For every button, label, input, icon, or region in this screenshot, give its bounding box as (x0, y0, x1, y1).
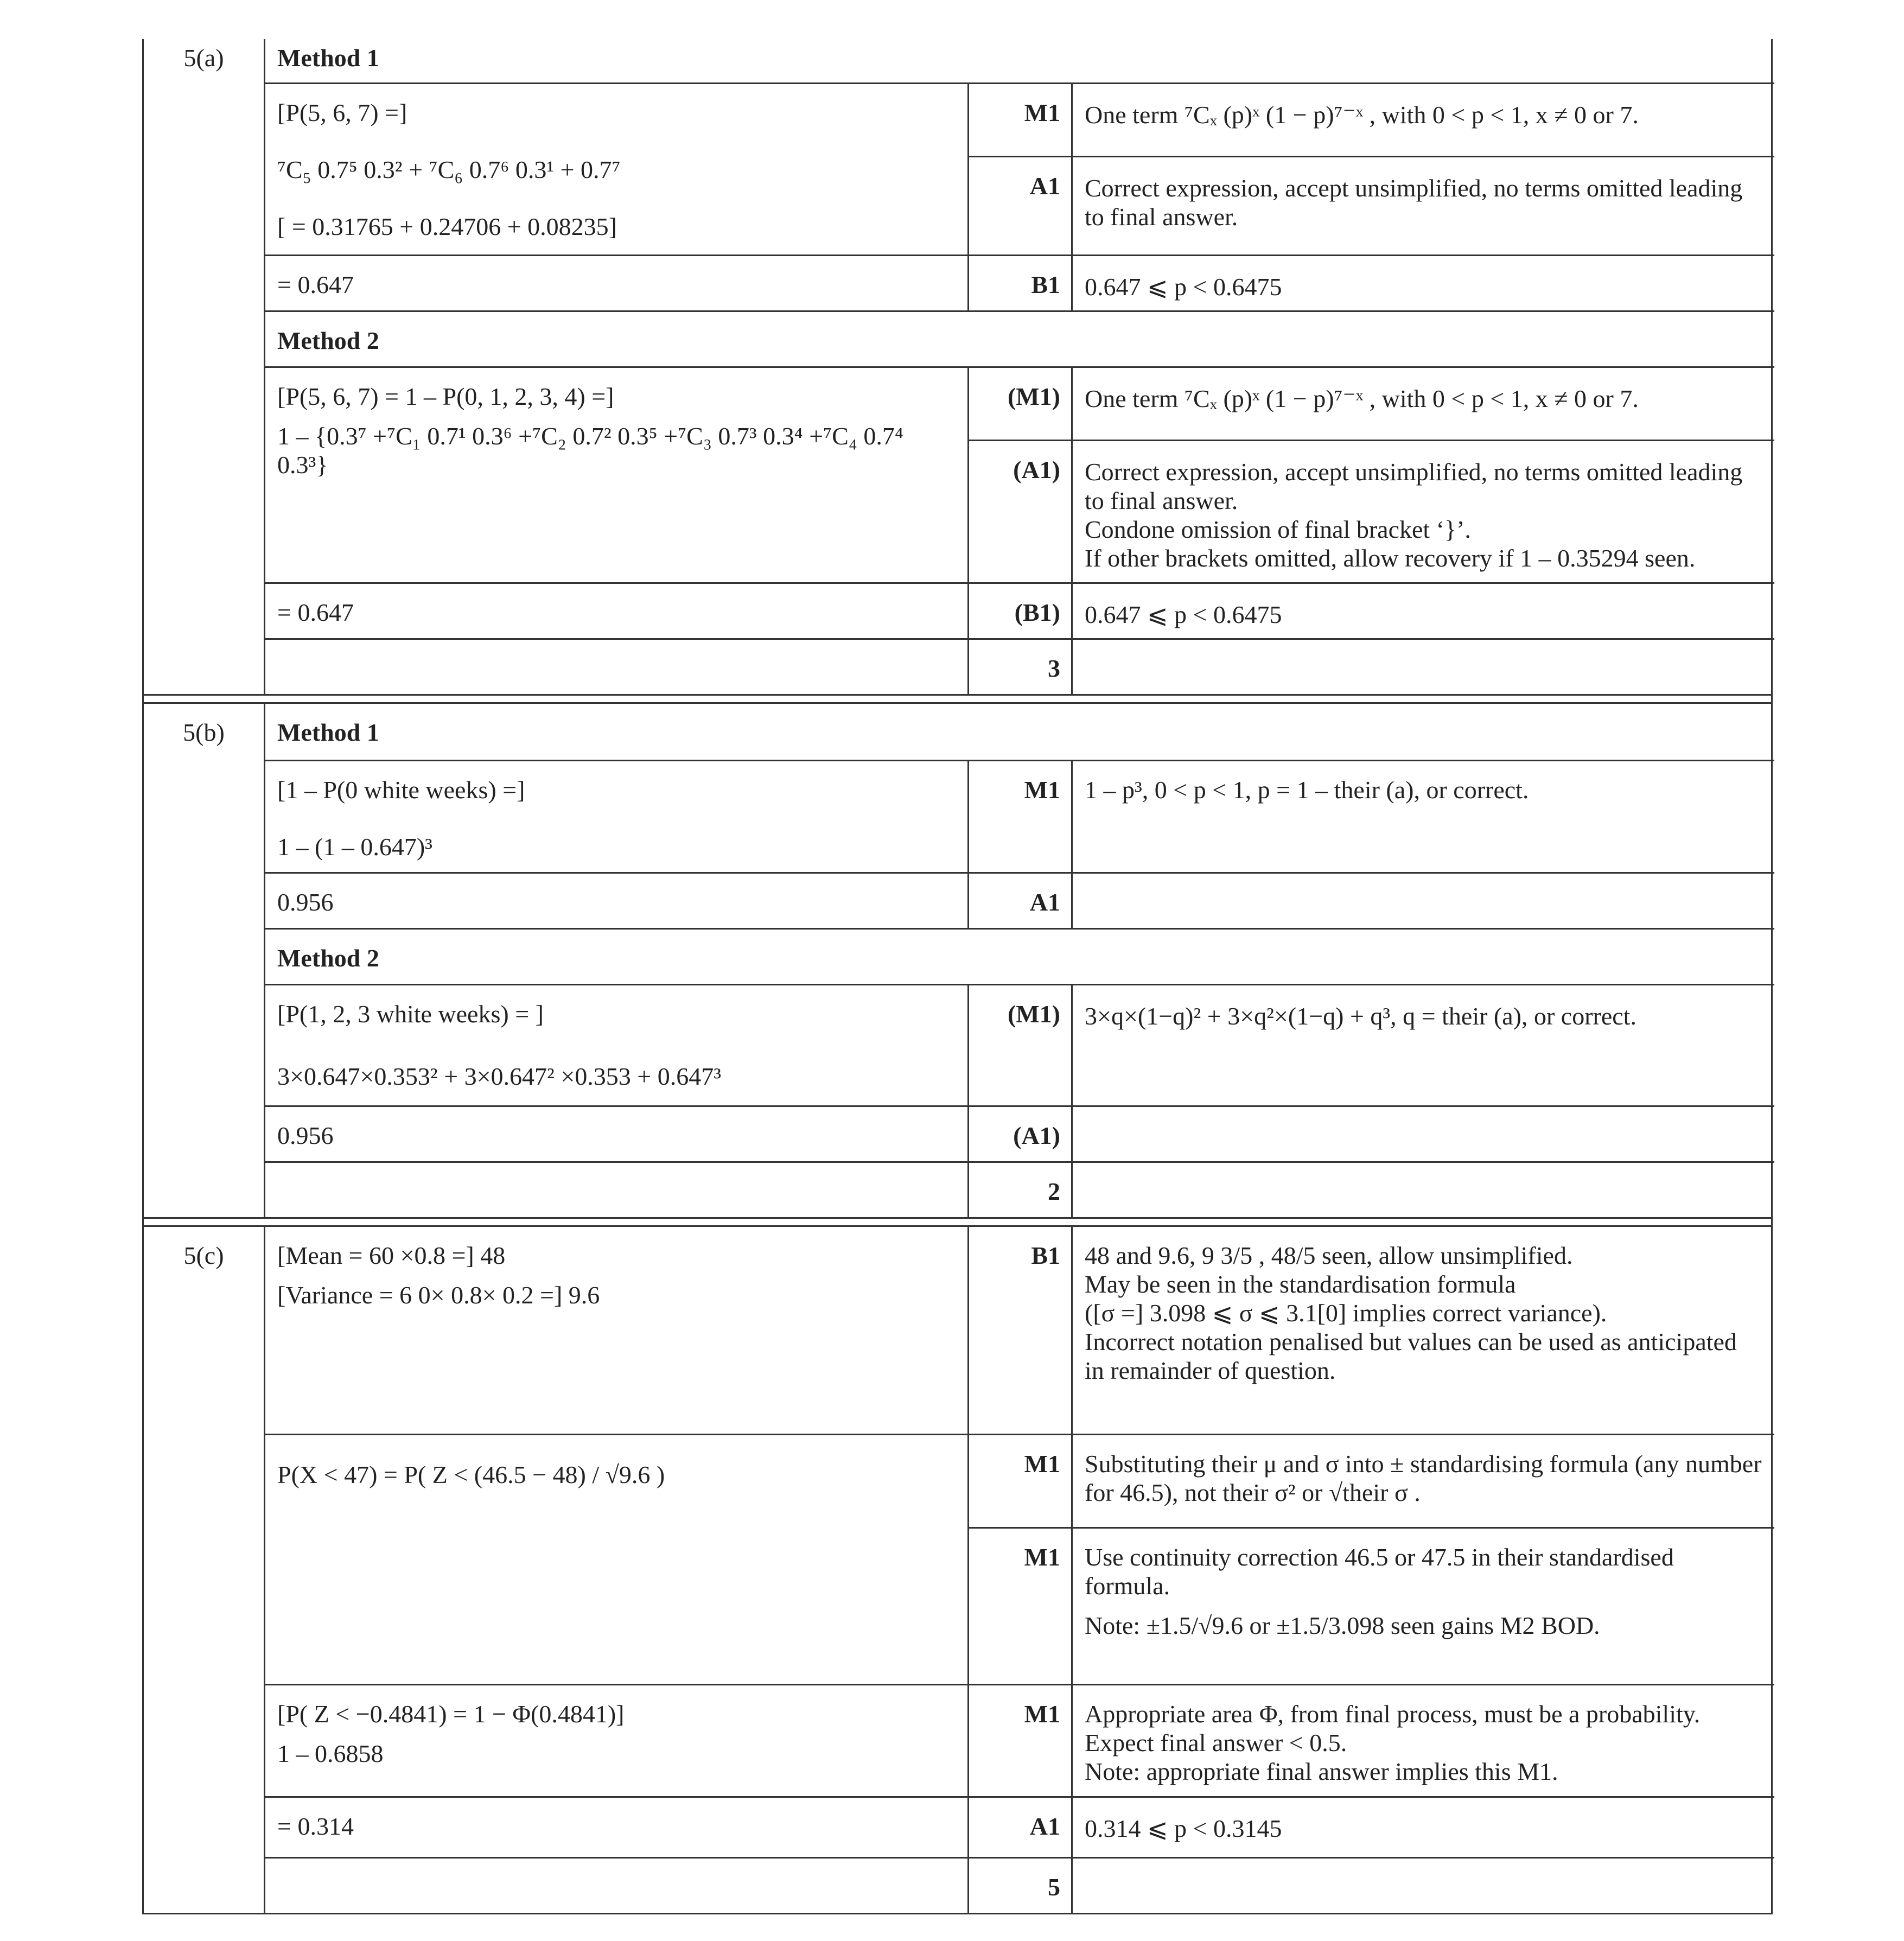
question-5c-section (142, 1227, 1773, 1914)
working-line: [Variance = 6 0× 0.8× 0.2 =] 9.6 (277, 1281, 600, 1309)
question-label-5c: 5(c) (144, 1227, 265, 1913)
mark-code: A1 (969, 872, 1073, 928)
empty-cell (265, 1161, 969, 1217)
method-2-heading: Method 2 (265, 310, 1774, 366)
empty-cell (265, 1857, 969, 1913)
section-divider (142, 1219, 1773, 1227)
working-line: [Mean = 60 ×0.8 =] 48 (277, 1242, 506, 1269)
working-line: [P( Z < −0.4841) = 1 − Φ(0.4841)] (277, 1700, 625, 1728)
working-line: 1 – {0.3⁷ +⁷C₁ 0.7¹ 0.3⁶ +⁷C₂ 0.7² 0.3⁵ +⁷C₃ 0.7³ 0.3⁴ +⁷C₄ 0.7⁴ 0.3³} (277, 422, 903, 479)
mark-code: A1 (969, 156, 1073, 254)
guidance-cell: 3×q×(1−q)² + 3×q²×(1−q) + q³, q = their (a), or correct. (1073, 984, 1774, 1105)
working-line: [P(5, 6, 7) =] (277, 99, 407, 126)
working-cell: 0.956 (265, 1105, 969, 1161)
working-line: [ = 0.31765 + 0.24706 + 0.08235] (277, 213, 617, 240)
guidance-line: Incorrect notation penalised but values can be used as anticipated in remainder of question. (1085, 1328, 1737, 1384)
mark-code: (B1) (969, 582, 1073, 638)
working-cell: = 0.314 (265, 1796, 969, 1857)
mark-code: M1 (969, 1527, 1073, 1684)
guidance-cell: One term ⁷Cₓ (p)ˣ (1 − p)⁷⁻ˣ , with 0 < p < 1, x ≠ 0 or 7. (1073, 82, 1774, 156)
working-cell (265, 760, 969, 872)
question-label-5b: 5(b) (144, 704, 265, 1217)
guidance-line: If other brackets omitted, allow recovery if 1 – 0.35294 seen. (1085, 544, 1696, 572)
working-line: 1 – 0.6858 (277, 1740, 384, 1767)
guidance-line: Note: appropriate final answer implies this M1. (1085, 1758, 1558, 1785)
guidance-line: Correct expression, accept unsimplified, no terms omitted leading to final answer. (1085, 458, 1743, 514)
working-cell (265, 82, 969, 254)
total-marks: 2 (969, 1161, 1073, 1217)
mark-code: (A1) (969, 1105, 1073, 1161)
mark-scheme-table (142, 39, 1773, 1914)
guidance-line: Appropriate area Φ, from final process, must be a probability. (1085, 1700, 1701, 1728)
working-line: 1 – (1 – 0.647)³ (277, 833, 432, 861)
guidance-cell: Correct expression, accept unsimplified, no terms omitted leading to final answer. (1073, 156, 1774, 254)
empty-cell (1073, 1161, 1774, 1217)
mark-code: M1 (969, 1434, 1073, 1527)
working-line: [P(1, 2, 3 white weeks) = ] (277, 1000, 544, 1028)
working-line: [P(5, 6, 7) = 1 – P(0, 1, 2, 3, 4) =] (277, 383, 614, 410)
guidance-line: 48 and 9.6, 9 3/5 , 48/5 seen, allow unsimplified. (1085, 1242, 1573, 1269)
working-cell (265, 1684, 969, 1796)
guidance-cell: Substituting their μ and σ into ± standardising formula (any number for 46.5), not their σ² or √their σ . (1073, 1434, 1774, 1527)
mark-code: (A1) (969, 440, 1073, 582)
question-5a-section (142, 39, 1773, 696)
guidance-cell (1073, 1684, 1774, 1796)
mark-code: B1 (969, 254, 1073, 310)
guidance-cell (1073, 1105, 1774, 1161)
question-5b-section (142, 704, 1773, 1219)
total-marks: 3 (969, 638, 1073, 694)
guidance-cell: One term ⁷Cₓ (p)ˣ (1 − p)⁷⁻ˣ , with 0 < p < 1, x ≠ 0 or 7. (1073, 366, 1774, 440)
working-cell (265, 366, 969, 582)
working-cell: 0.956 (265, 872, 969, 928)
mark-code: A1 (969, 1796, 1073, 1857)
guidance-cell (1073, 872, 1774, 928)
empty-cell (1073, 1857, 1774, 1913)
guidance-cell (1073, 1527, 1774, 1684)
question-label-5a: 5(a) (144, 39, 265, 694)
total-marks: 5 (969, 1857, 1073, 1913)
empty-cell (1073, 638, 1774, 694)
guidance-line: ([σ =] 3.098 ⩽ σ ⩽ 3.1[0] implies correct variance). (1085, 1299, 1607, 1327)
guidance-line: Expect final answer < 0.5. (1085, 1729, 1347, 1757)
guidance-line: Note: ±1.5/√9.6 or ±1.5/3.098 seen gains M2 BOD. (1085, 1612, 1600, 1639)
working-cell (265, 984, 969, 1105)
mark-code: M1 (969, 82, 1073, 156)
guidance-line: May be seen in the standardisation formula (1085, 1270, 1516, 1298)
working-cell: = 0.647 (265, 254, 969, 310)
working-cell: P(X < 47) = P( Z < (46.5 − 48) / √9.6 ) (265, 1434, 969, 1684)
mark-code: M1 (969, 760, 1073, 872)
guidance-cell (1073, 1227, 1774, 1434)
mark-code: M1 (969, 1684, 1073, 1796)
working-line: ⁷C₅ 0.7⁵ 0.3² + ⁷C₆ 0.7⁶ 0.3¹ + 0.7⁷ (277, 156, 621, 183)
empty-cell (265, 638, 969, 694)
guidance-cell: 0.647 ⩽ p < 0.6475 (1073, 254, 1774, 310)
working-cell: = 0.647 (265, 582, 969, 638)
guidance-cell: 1 – p³, 0 < p < 1, p = 1 – their (a), or correct. (1073, 760, 1774, 872)
mark-code: (M1) (969, 984, 1073, 1105)
method-1-heading: Method 1 (277, 44, 379, 72)
guidance-line: Use continuity correction 46.5 or 47.5 in their standardised formula. (1085, 1543, 1674, 1600)
guidance-cell: 0.647 ⩽ p < 0.6475 (1073, 582, 1774, 638)
working-cell (265, 1227, 969, 1434)
guidance-cell: 0.314 ⩽ p < 0.3145 (1073, 1796, 1774, 1857)
method-1-heading: Method 1 (277, 718, 379, 746)
guidance-line: Condone omission of final bracket ‘}’. (1085, 516, 1471, 543)
working-line: [1 – P(0 white weeks) =] (277, 776, 525, 804)
mark-code: B1 (969, 1227, 1073, 1434)
method-2-heading: Method 2 (265, 928, 1774, 984)
working-line: 3×0.647×0.353² + 3×0.647² ×0.353 + 0.647³ (277, 1062, 722, 1090)
mark-code: (M1) (969, 366, 1073, 440)
section-divider (142, 696, 1773, 704)
guidance-cell (1073, 440, 1774, 582)
